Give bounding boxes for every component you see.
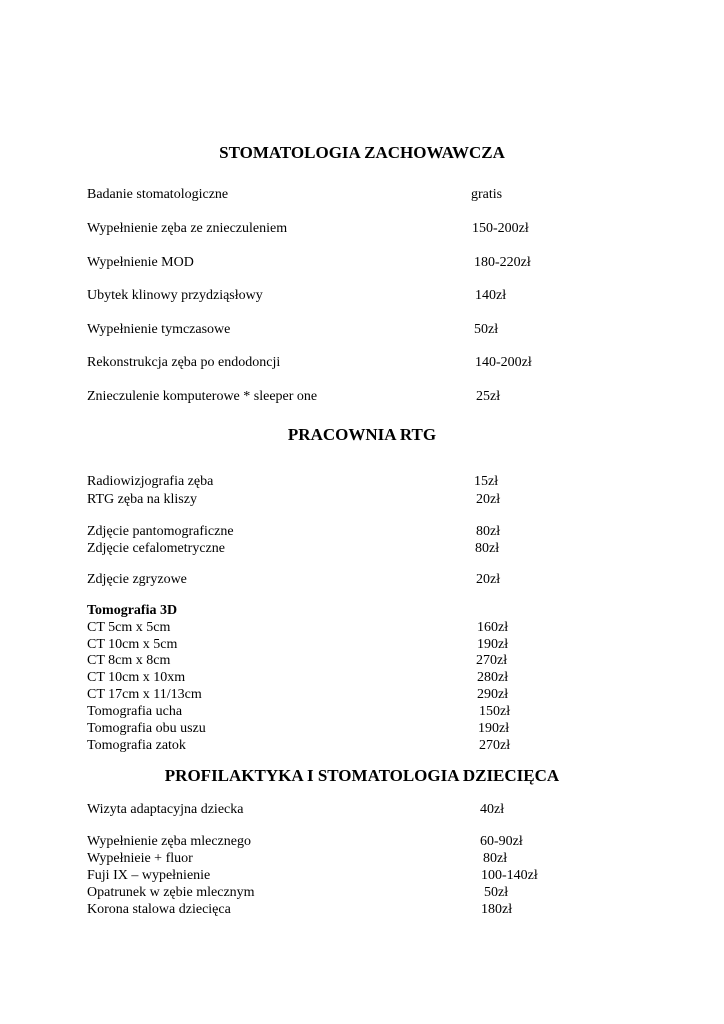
service-name: Fuji IX – wypełnienie: [87, 868, 211, 883]
price-row: [87, 619, 647, 636]
service-name: RTG zęba na kliszy: [87, 492, 197, 507]
service-price: 140-200zł: [475, 355, 532, 370]
service-price: 50zł: [474, 322, 499, 337]
price-row: [87, 669, 647, 686]
price-row: [87, 652, 647, 669]
service-name: Ubytek klinowy przydziąsłowy: [87, 288, 263, 303]
price-row: [87, 287, 647, 304]
service-name: Wypełnienie zęba ze znieczuleniem: [87, 221, 288, 236]
service-price: 40zł: [480, 802, 505, 817]
service-price: 180zł: [481, 902, 513, 917]
service-name: Tomografia zatok: [87, 738, 186, 753]
service-price: 80zł: [483, 851, 508, 866]
service-price: 190zł: [478, 721, 510, 736]
price-row: [87, 884, 647, 901]
service-name: CT 8cm x 8cm: [87, 653, 171, 668]
service-price: 60-90zł: [480, 834, 523, 849]
price-row: [87, 720, 647, 737]
service-price: 25zł: [476, 389, 501, 404]
price-row: [87, 254, 647, 271]
service-price: 100-140zł: [481, 868, 538, 883]
service-price: 180-220zł: [474, 255, 531, 270]
price-row: [87, 833, 647, 850]
service-name: CT 10cm x 10xm: [87, 670, 186, 685]
service-price: 190zł: [477, 637, 509, 652]
service-name: Tomografia obu uszu: [87, 721, 206, 736]
service-price: 270zł: [479, 738, 511, 753]
service-name: Radiowizjografia zęba: [87, 474, 214, 489]
service-name: Korona stalowa dziecięca: [87, 902, 231, 917]
section-title-rtg: PRACOWNIA RTG: [287, 425, 437, 444]
service-name: Zdjęcie pantomograficzne: [87, 524, 234, 539]
service-price: 150zł: [479, 704, 511, 719]
price-row: [87, 186, 647, 203]
service-price: 290zł: [477, 687, 509, 702]
subsection-title-tomography: Tomografia 3D: [87, 603, 178, 618]
service-name: CT 10cm x 5cm: [87, 637, 178, 652]
price-row: [87, 473, 647, 490]
service-name: Opatrunek w zębie mlecznym: [87, 885, 255, 900]
service-price: 160zł: [477, 620, 509, 635]
service-price: 80zł: [475, 541, 500, 556]
service-name: Znieczulenie komputerowe * sleeper one: [87, 389, 318, 404]
price-row: [87, 867, 647, 884]
price-row: [87, 636, 647, 653]
service-name: Wypełnienie tymczasowe: [87, 322, 231, 337]
service-price: 80zł: [476, 524, 501, 539]
service-name: Rekonstrukcja zęba po endodoncji: [87, 355, 281, 370]
price-row: [87, 491, 647, 508]
price-row: [87, 850, 647, 867]
service-name: Wypełnienie MOD: [87, 255, 194, 270]
price-row: [87, 523, 647, 540]
price-row: [87, 686, 647, 703]
service-price: 140zł: [475, 288, 507, 303]
price-row: [87, 571, 647, 588]
price-row: [87, 220, 647, 237]
service-name: Wypełnieie + fluor: [87, 851, 193, 866]
service-price: 20zł: [476, 572, 501, 587]
service-name: Zdjęcie cefalometryczne: [87, 541, 225, 556]
service-price: 270zł: [476, 653, 508, 668]
service-name: Tomografia ucha: [87, 704, 183, 719]
service-price: 15zł: [474, 474, 499, 489]
price-row: [87, 703, 647, 720]
price-row: [87, 540, 647, 557]
price-row: [87, 901, 647, 918]
service-price: 150-200zł: [472, 221, 529, 236]
service-name: CT 17cm x 11/13cm: [87, 687, 202, 702]
price-row: [87, 388, 647, 405]
price-row: [87, 321, 647, 338]
service-price: 20zł: [476, 492, 501, 507]
section-title-conservative: STOMATOLOGIA ZACHOWAWCZA: [219, 143, 505, 162]
service-name: Wypełnienie zęba mlecznego: [87, 834, 251, 849]
service-name: Zdjęcie zgryzowe: [87, 572, 187, 587]
service-price: 50zł: [484, 885, 509, 900]
service-price: 280zł: [477, 670, 509, 685]
service-name: CT 5cm x 5cm: [87, 620, 171, 635]
service-name: Badanie stomatologiczne: [87, 187, 229, 202]
section-title-pediatric: PROFILAKTYKA I STOMATOLOGIA DZIECIĘCA: [164, 766, 560, 785]
price-row: [87, 737, 647, 754]
service-name: Wizyta adaptacyjna dziecka: [87, 802, 244, 817]
price-row: [87, 354, 647, 371]
service-price: gratis: [471, 187, 503, 202]
price-row: [87, 801, 647, 818]
